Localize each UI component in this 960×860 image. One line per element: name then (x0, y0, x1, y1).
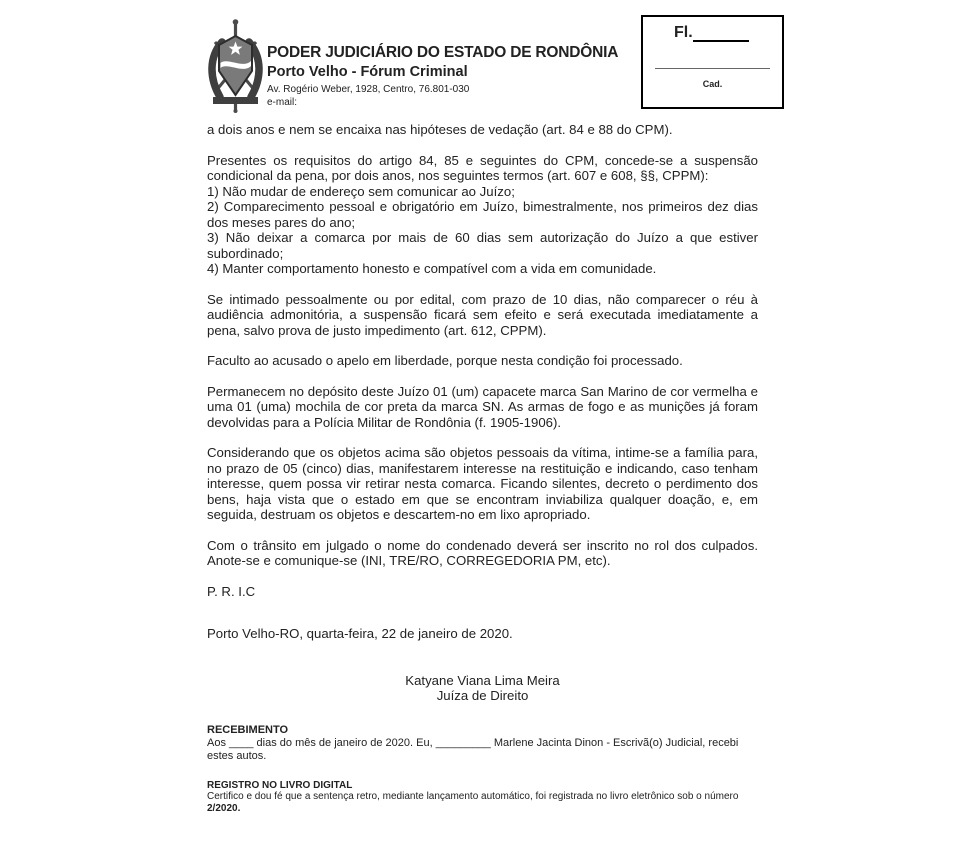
recebimento-line2: estes autos. (207, 749, 267, 762)
cad-label: Cad. (702, 79, 723, 89)
date-line: Porto Velho-RO, quarta-feira, 22 de janeiro de 2020. (207, 626, 513, 641)
recebimento-heading: RECEBIMENTO (207, 723, 289, 736)
pric-line: P. R. I.C (207, 583, 256, 599)
document-body (207, 122, 758, 814)
org-subtitle: Porto Velho - Fórum Criminal (267, 64, 468, 80)
judge-role: Juíza de Direito (436, 688, 529, 703)
paragraph: Faculto ao acusado o apelo em liberdade, porque nesta condição foi processado. (207, 353, 683, 368)
signature-block (207, 673, 758, 704)
registro-number: 2/2020. (207, 802, 241, 814)
list-item: 4) Manter comportamento honesto e compatível com a vida em comunidade. (207, 261, 657, 276)
org-title: PODER JUDICIÁRIO DO ESTADO DE RONDÔNIA (267, 44, 619, 61)
recebimento-section (207, 724, 827, 763)
registro-heading: REGISTRO NO LIVRO DIGITAL (207, 779, 353, 791)
folio-stamp-box (641, 15, 784, 109)
fl-label: Fl. (674, 24, 693, 41)
org-address: Av. Rogério Weber, 1928, Centro, 76.801-030 (267, 84, 470, 95)
judge-name: Katyane Viana Lima Meira (405, 672, 560, 688)
registro-section (207, 780, 847, 815)
paragraph: Considerando que os objetos acima são objetos pessoais da vítima, intime-se a família para, no prazo de 05 (cinco) dias, manifestarem interesse na restituição e indicando, caso tenham interesse, quem possa vir retirar nesta comarca. Ficando silentes, decreto o perdimento dos bens, haja vista que o estado em que se encontram inviabiliza qualquer doação, e, em seguida, destruam os objetos e descartem-no em lixo apropriado. (207, 445, 758, 522)
paragraph: Com o trânsito em julgado o nome do condenado deverá ser inscrito no rol dos culpados. Anote-se e comunique-se (INI, TRE/RO, CORREGEDORIA PM, etc). (207, 537, 758, 568)
paragraph: Presentes os requisitos do artigo 84, 85 e seguintes do CPM, concede-se a suspensão condicional da pena, por dois anos, nos seguintes termos (art. 607 e 608, §§, CPPM): (207, 152, 758, 183)
paragraph: Se intimado pessoalmente ou por edital, com prazo de 10 dias, não comparecer o réu à audiência admonitória, a suspensão ficará sem efeito e será executada imediatamente a pena, salvo prova de justo impedimento (art. 612, CPPM). (207, 291, 758, 338)
list-item: 2) Comparecimento pessoal e obrigatório em Juízo, bimestralmente, nos primeiros dez dias dos meses pares do ano; (207, 199, 758, 230)
list-item: 3) Não deixar a comarca por mais de 60 dias sem autorização do Juízo a que estiver subordinado; (207, 230, 758, 261)
folio-number-blank (693, 26, 749, 42)
paragraph: a dois anos e nem se encaixa nas hipóteses de vedação (art. 84 e 88 do CPM). (207, 122, 673, 137)
paragraph: Permanecem no depósito deste Juízo 01 (um) capacete marca San Marino de cor vermelha e uma 01 (uma) mochila de cor preta da marca SN. As armas de fogo e as munições já foram devolvidas para a Polícia Militar de Rondônia (f. 1905-1906). (207, 383, 758, 430)
letterhead (267, 44, 647, 108)
folio-number-label (674, 24, 749, 42)
org-email-label: e-mail: (267, 97, 298, 108)
folio-signature-line (655, 68, 770, 69)
recebimento-line1: Aos ____ dias do mês de janeiro de 2020. Eu, _________ Marlene Jacinta Dinon - Escrivã(o) Judicial, recebi (207, 736, 739, 749)
rondonia-coat-of-arms-icon (208, 18, 263, 118)
registro-body: Certifico e dou fé que a sentença retro, mediante lançamento automático, foi registrada no livro eletrônico sob o número (207, 791, 739, 802)
list-item: 1) Não mudar de endereço sem comunicar ao Juízo; (207, 183, 515, 199)
